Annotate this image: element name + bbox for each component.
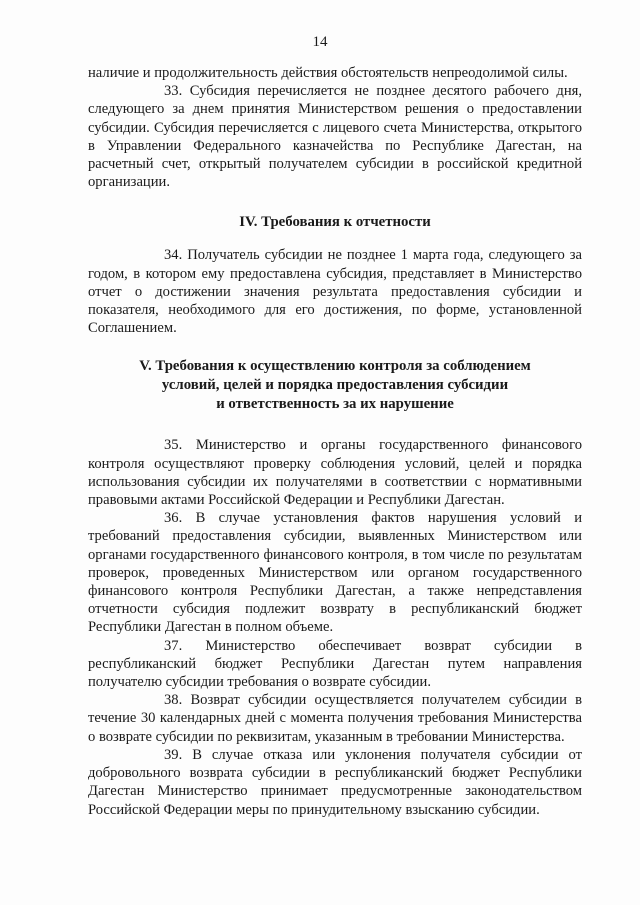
paragraph-number: 34. [164, 247, 183, 264]
paragraph-number: 37. [164, 637, 183, 654]
page-number: 14 [312, 34, 328, 50]
section-5-title-line-3: и ответственность за их нарушение [216, 396, 454, 413]
paragraph-text: Министерство и органы государственного финансового контроля осуществляют проверку соблюдения условий, целей и порядка использования субсидии их получателями в соответствии с нормативными правовыми актами Российской Федерации и Республики Дагестан. [88, 437, 582, 509]
paragraph-34 [88, 246, 582, 337]
paragraph-text: Министерство обеспечивает возврат субсидии в республиканский бюджет Республики Дагестан путем направления получателю субсидии требования о возврате субсидии. [88, 637, 582, 691]
paragraph-text: Субсидия перечисляется не позднее десятого рабочего дня, следующего за днем принятия Министерством решения о предоставлении субсидии. Субсидия перечисляется с лицевого счета Министерства, открытого в Управлении Федерального казначейства по Республике Дагестан, на расчетный счет, открытый получателем субсидии в российской кредитной организации. [88, 83, 582, 191]
paragraph-number: 35. [164, 437, 183, 454]
section-5-title [88, 357, 582, 414]
paragraph-39 [88, 746, 582, 819]
paragraph-number: 39. [164, 746, 183, 763]
section-5-title-line-1: V. Требования к осуществлению контроля за соблюдением [139, 358, 531, 375]
paragraph-text: В случае установления фактов нарушения условий и требований предоставления субсидии, выявленных Министерством или органами государственного финансового контроля, в том числе по результатам проверок, проведенных Министерством или органом государственного финансового контроля Республики Дагестан, а также непредставления отчетности субсидия подлежит возврату в республиканский бюджет Республики Дагестан в полном объеме. [88, 510, 583, 636]
paragraph-number: 38. [164, 692, 183, 709]
paragraph-text: Возврат субсидии осуществляется получателем субсидии в течение 30 календарных дней с момента получения требования Министерства о возврате субсидии по реквизитам, указанным в требовании Министерства. [88, 692, 582, 745]
paragraph-33 [88, 82, 582, 191]
section-5-title-line-2: условий, целей и порядка предоставления субсидии [161, 377, 509, 394]
paragraph-38 [88, 691, 582, 746]
paragraph-35 [88, 436, 582, 509]
section-4-title: IV. Требования к отчетности [239, 214, 431, 231]
paragraph-37 [88, 637, 582, 692]
continuation-paragraph: наличие и продолжительность действия обстоятельств непреодолимой силы. [88, 65, 568, 81]
document-body [88, 64, 582, 819]
paragraph-36 [88, 509, 582, 636]
paragraph-text: Получатель субсидии не позднее 1 марта года, следующего за годом, в котором ему предоставлена субсидия, представляет в Министерство отчет о достижении значения результата предоставления субсидии и показателя, необходимого для его достижения, по форме, установленной Соглашением. [88, 247, 582, 337]
paragraph-number: 36. [164, 510, 183, 527]
paragraph-number: 33. [164, 83, 183, 100]
paragraph-text: В случае отказа или уклонения получателя субсидии от добровольного возврата субсидии в республиканский бюджет Республики Дагестан Министерство принимает предусмотренные законодательством Российской Федерации меры по принудительному взысканию субсидии. [88, 746, 582, 818]
